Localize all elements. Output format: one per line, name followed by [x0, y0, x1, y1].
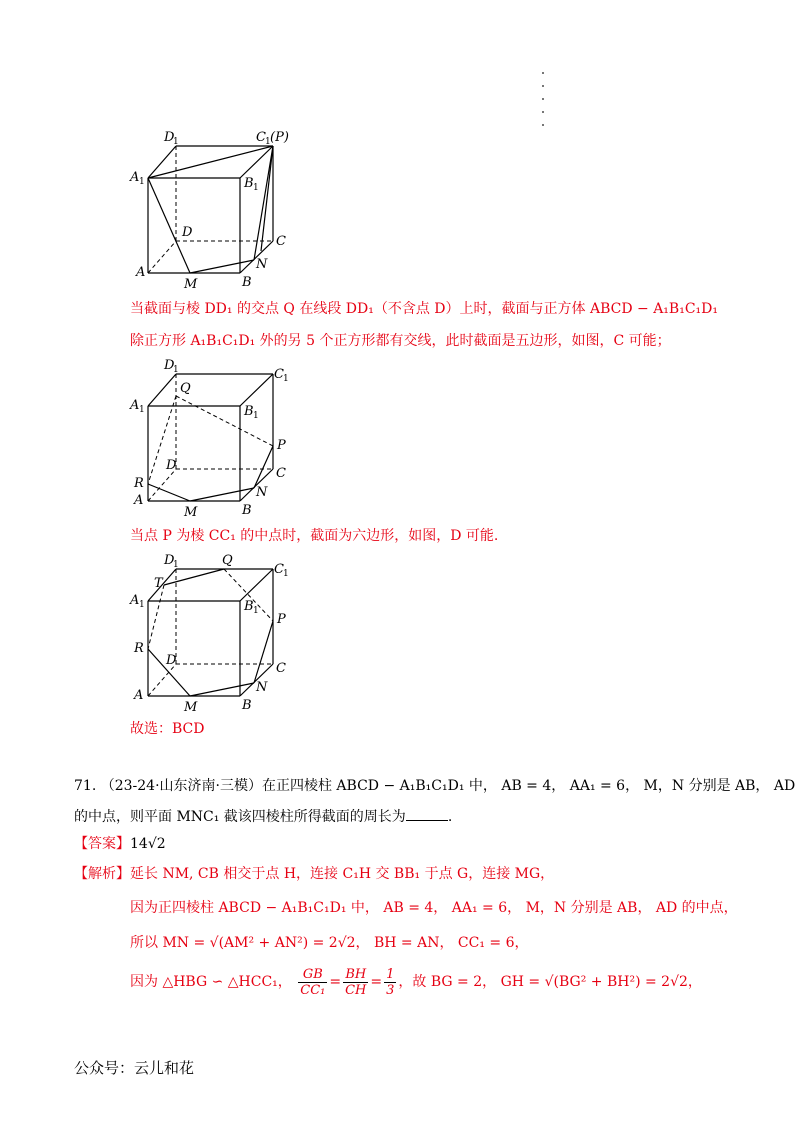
vertex-label: M: [184, 505, 198, 520]
vertex-label: A: [130, 170, 140, 185]
solution-paragraph: 当点 P 为棱 CC₁ 的中点时，截面为六边形，如图，D 可能.: [130, 528, 499, 544]
fraction-bh-ch: [343, 967, 368, 998]
vertex-label: N: [256, 257, 268, 272]
cube-figure-1: [128, 128, 308, 293]
vertex-label: B: [244, 176, 254, 191]
vertex-label: R: [134, 641, 144, 656]
solution-text: 延长 NM, CB 相交于点 H，连接 C₁H 交 BB₁ 于点 G，连接 MG，: [130, 866, 555, 882]
vertex-label: B: [242, 275, 252, 290]
vertex-sub: 1: [253, 183, 259, 193]
fraction-numerator: BH: [343, 967, 368, 983]
fraction-numerator: 1: [386, 966, 395, 982]
vertex-label: A: [136, 265, 146, 280]
solution-line-1: [74, 864, 554, 884]
vertex-label: D: [164, 358, 175, 373]
answer-blank: [406, 806, 448, 821]
vertex-label: D: [182, 225, 193, 240]
vertex-sub: 1: [139, 405, 145, 415]
vertex-sub: 1: [253, 411, 259, 421]
question-71-line2: [74, 806, 452, 827]
fraction-denominator: 3: [386, 982, 395, 998]
answer-choice: 故选：BCD: [130, 721, 205, 737]
margin-dots: [541, 72, 547, 137]
vertex-label: A: [134, 688, 144, 703]
answer-value: 14√2: [130, 836, 166, 852]
vertex-sub: 1: [253, 606, 259, 616]
solution-line-2: 因为正四棱柱 ABCD − A₁B₁C₁D₁ 中， AB = 4， AA₁ = 6， M，N 分别是 AB， AD 的中点，: [130, 900, 738, 916]
vertex-label: N: [256, 485, 268, 500]
answer-label: 【答案】: [74, 836, 130, 852]
vertex-label: B: [242, 698, 252, 713]
vertex-label: D: [164, 553, 175, 568]
vertex-label: C: [276, 466, 286, 481]
fraction-denominator: CH: [345, 982, 367, 998]
vertex-label: T: [154, 576, 163, 591]
vertex-sub: 1: [283, 569, 289, 579]
vertex-label: B: [242, 503, 252, 518]
vertex-label: Q: [222, 553, 233, 568]
solution-label: 【解析】: [74, 866, 130, 882]
solution-line-4: 因为 △HBG ∽ △HCC₁， $\frac{GB}{\text{CC₁}}$ = $\frac{BH}{CH}$ = $\frac{1}{3}$ ，故 BG = 2， GH = √(BG² + BH²) = 2√2，: [130, 966, 702, 998]
answer-line: [74, 834, 166, 854]
solution-paragraph: 当截面与棱 DD₁ 的交点 Q 在线段 DD₁（不含点 D）上时，截面与正方体 ABCD − A₁B₁C₁D₁: [130, 301, 718, 317]
vertex-label: A: [130, 593, 140, 608]
vertex-label: A: [130, 398, 140, 413]
question-71-text: 的中点，则平面 MNC₁ 截该四棱柱所得截面的周长为: [74, 809, 406, 825]
fraction-gb-cc1: [298, 967, 327, 998]
vertex-label: C: [274, 562, 284, 577]
vertex-sub: 1: [173, 137, 179, 147]
vertex-label: C: [276, 234, 286, 249]
vertex-label: D: [164, 130, 175, 145]
vertex-label: B: [244, 599, 254, 614]
fraction-one-third: [384, 967, 396, 998]
vertex-label: B: [244, 404, 254, 419]
fraction-denominator: CC₁: [300, 982, 326, 998]
question-71-line1: 71. （23-24·山东济南·三模）在正四棱柱 ABCD − A₁B₁C₁D₁ 中， AB = 4， AA₁ = 6， M，N 分别是 AB， AD: [74, 778, 796, 794]
vertex-label: R: [134, 476, 144, 491]
vertex-sub: 1: [139, 600, 145, 610]
vertex-label: C: [276, 661, 286, 676]
solution-conclusion: ，故 BG = 2， GH = √(BG² + BH²) = 2√2，: [398, 974, 702, 990]
vertex-sub: 1: [173, 365, 179, 375]
cube-figure-3: [128, 551, 308, 716]
footer-account: 公众号：云儿和花: [74, 1059, 195, 1077]
solution-line-3: 所以 MN = √(AM² + AN²) = 2√2， BH = AN， CC₁ = 6，: [130, 935, 529, 951]
vertex-label: C: [274, 367, 284, 382]
vertex-label: Q: [180, 381, 191, 396]
vertex-sub: 1: [283, 374, 289, 384]
vertex-label: N: [256, 680, 268, 695]
vertex-label: A: [134, 493, 144, 508]
vertex-label: M: [184, 700, 198, 715]
vertex-label: (P): [270, 130, 289, 145]
solution-paragraph: 除正方形 A₁B₁C₁D₁ 外的另 5 个正方形都有交线，此时截面是五边形，如图，C 可能；: [130, 333, 671, 349]
fraction-numerator: GB: [298, 967, 327, 983]
vertex-label: M: [184, 277, 198, 292]
vertex-label: P: [277, 438, 286, 453]
vertex-label: C: [256, 130, 266, 145]
vertex-label: D: [166, 458, 177, 473]
cube-figure-2: [128, 356, 308, 521]
similar-triangles: 因为 △HBG ∽ △HCC₁，: [130, 974, 292, 990]
question-71-period: .: [447, 809, 453, 825]
vertex-sub: 1: [265, 137, 271, 147]
vertex-label: D: [166, 653, 177, 668]
vertex-label: P: [277, 612, 286, 627]
vertex-sub: 1: [139, 177, 145, 187]
vertex-sub: 1: [173, 560, 179, 570]
